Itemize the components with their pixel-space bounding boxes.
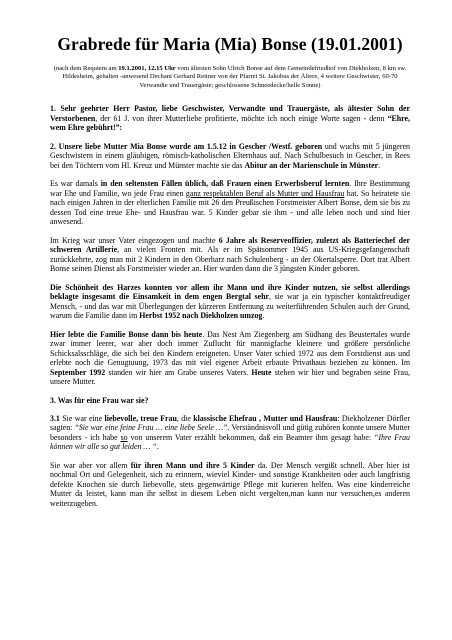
underlined-text: ganz respektablen Beruf als Mutter und Hausfrau xyxy=(185,188,345,198)
text: , die xyxy=(176,413,194,423)
bold-text: in den seltensten Fällen üblich, daß Frauen einen Erwerbsberuf lernten xyxy=(100,179,350,189)
bold-text: 1. Sehr geehrter Herr Pastor, liebe Geschwister, Verwandte und Trauergäste, als ältester Sohn der Verstorbenen xyxy=(50,104,410,123)
text: Es war damals xyxy=(50,179,101,189)
paragraph-section-1 xyxy=(50,104,410,133)
bold-text: Abitur an der Marienschule in Münster xyxy=(244,160,379,170)
text: da. Der Mensch vergißt schnell. Aber hier ist nochmal Ort und Gelegenheit, sich zu erinnern, wieviel Kinder- und sonstige Krankheiten oder auch langfristig defekte Knochen sie durch liebevolle, stets gegenwärtige Pflege mit kurieren helfen. Was eine kinderreiche Mutter da leistet, kann man ihr selbst in diesem Leben nicht vergelten,man kann nur versuchen,es anderen weiterzugeben. xyxy=(50,460,410,508)
subtitle-text: vom ältesten Sohn Ulrich Bonse auf dem Gemeindefriedhof von Diekholzen, 8 km sw. Hildesheim, gehalten -anwesend Dechant Gerhard Reitner von der Pfarrei St. Jakobus der Ältere, 4 weitere Geschwister, 60-70 Verwandte und Trauergäste; geschlossene Schneedecke/helle Sonne) xyxy=(62,65,407,89)
bold-quote: “Ehre, wem Ehre gebührt!”: xyxy=(50,113,410,133)
text: standen wir hier am Grabe unseres Vaters. xyxy=(105,367,252,377)
text: Im Krieg war unser Vater eingezogen und machte xyxy=(50,235,219,245)
text: . Verständnisvoll und gütig zuhören konnte unsere Mutter besonders - ich habe xyxy=(50,423,410,442)
text: stehen wir hier und begraben seine Frau, unsere Mutter. xyxy=(50,367,410,387)
text: , der 61 J. von ihrer Mutterliebe profitierte, möchte ich noch einige Worte sagen - denn xyxy=(95,113,388,123)
text: Sie war aber vor allem xyxy=(50,460,131,470)
paragraph-8 xyxy=(50,461,410,509)
bold-text: Herbst 1952 nach Diekholzen umzog xyxy=(139,311,263,321)
subtitle-text: (nach dem Requiem am xyxy=(53,65,119,72)
bold-text: Die Schönheit des Harzes konnten vor allem ihr Mann und ihre Kinder nutzen, sie selbst allerdings beklagte insgesamt die Einsamkeit in dem engen Bergtal sehr xyxy=(50,282,410,302)
bold-text: September 1992 xyxy=(50,367,106,377)
section-heading-3: 3. Was für eine Frau war sie? xyxy=(50,395,149,405)
bold-text: 3.1 xyxy=(50,413,60,423)
bold-text: klassische Ehefrau , Mutter und Hausfrau xyxy=(193,413,338,423)
paragraph-3-1 xyxy=(50,414,410,452)
text: . xyxy=(378,160,381,170)
italic-quote: “Ihre Frau können wir alle so gut leiden … “ xyxy=(50,432,411,452)
text: und wuchs mit 5 jüngeren Geschwistern in einem gläubigen, römisch-katholischen Elternhaus auf. Nach Schulbesuch in Gescher, in Rees bei den Töchtern vom Hl. Kreuz und Münster machte sie das xyxy=(50,141,410,170)
text: Sie war eine xyxy=(59,413,105,423)
text: , an vielen Fronten mit. Als er im Spätsommer 1945 aus US-Kriegsgefangenschaft zurückkehrte, zog man mit 2 Kindern in den Oberharz nach Schulenberg - an der Okertalsperre. Dort trat Albert Bonse seinen Dienst als Forstmeister wieder an. Hier wurden dann die 3 jüngsten Kinder geboren. xyxy=(50,245,410,274)
bold-text: 2. Unsere liebe Mutter Mia Bonse wurde am 1.5.12 in Gescher /Westf. geboren xyxy=(50,141,323,151)
underlined-text: so xyxy=(120,432,128,442)
paragraph-4 xyxy=(50,236,410,274)
italic-quote: “Sie war eine feine Frau … eine liebe Seele …” xyxy=(74,423,228,433)
bold-text: für ihren Mann und ihre 5 Kinder xyxy=(130,460,255,470)
text: , sie war ja ein typischer kontaktfreudiger Mensch, - und das war mit Überlegungen der kürzeren Entfernung zu weiterführenden Schulen auch der Grund, warum die Familie dann im xyxy=(50,292,410,321)
text: . xyxy=(156,442,159,452)
bold-text: Hier lebte die Familie Bonse dann bis heute xyxy=(50,329,203,339)
text: : Diekholzener Dörfler sagten: xyxy=(50,413,410,433)
paragraph-3 xyxy=(50,179,410,227)
page-title: Grabrede für Maria (Mia) Bonse (19.01.2001) xyxy=(57,34,403,54)
text: von unserem Vater erzählt bekommen, daß ein Beamter ihm gesagt habe: xyxy=(127,432,375,442)
paragraph-5 xyxy=(50,283,410,321)
bold-text: liebevolle, treue Frau xyxy=(104,413,177,423)
subtitle-date: 19.1.2001, 12.15 Uhr xyxy=(118,65,176,72)
text: hat. So heiratete sie nach einigen Jahren in der elterlichen Familie mit 26 den Preußischen Forstmeister Albert Bonse, dem sie bis zu dessen Tod eine treue Ehe- und Hausfrau war. 5 Kinder gebar sie ihm - und alle leben noch und sind hier anwesend. xyxy=(50,188,410,227)
paragraph-6 xyxy=(50,330,410,387)
bold-text: 6 Jahre als Reserveoffizier, zuletzt als Batteriechef der schweren Artillerie xyxy=(50,235,410,255)
text: . Das Nest Am Ziegenberg am Südhang des Beustertales wurde zwar immer leerer, war aber doch immer Zuflucht für mannigfache kleinere und größere persönliche Schicksalsschläge, die sich bei den Kindern ereigneten. Unser Vater schied 1972 aus dem Forstdienst aus und erlebte noch die Genugtuung, 1973 das mit viel eigener Arbeit erbaute Privathaus beziehen zu können. Im xyxy=(50,329,410,368)
text: . Ihre Bestimmung war Ehe und Familie, wo jede Frau einen xyxy=(50,179,411,198)
paragraph-section-2 xyxy=(50,142,410,171)
subtitle xyxy=(50,65,410,90)
bold-text: Heute xyxy=(251,367,272,377)
text: . xyxy=(262,311,265,321)
